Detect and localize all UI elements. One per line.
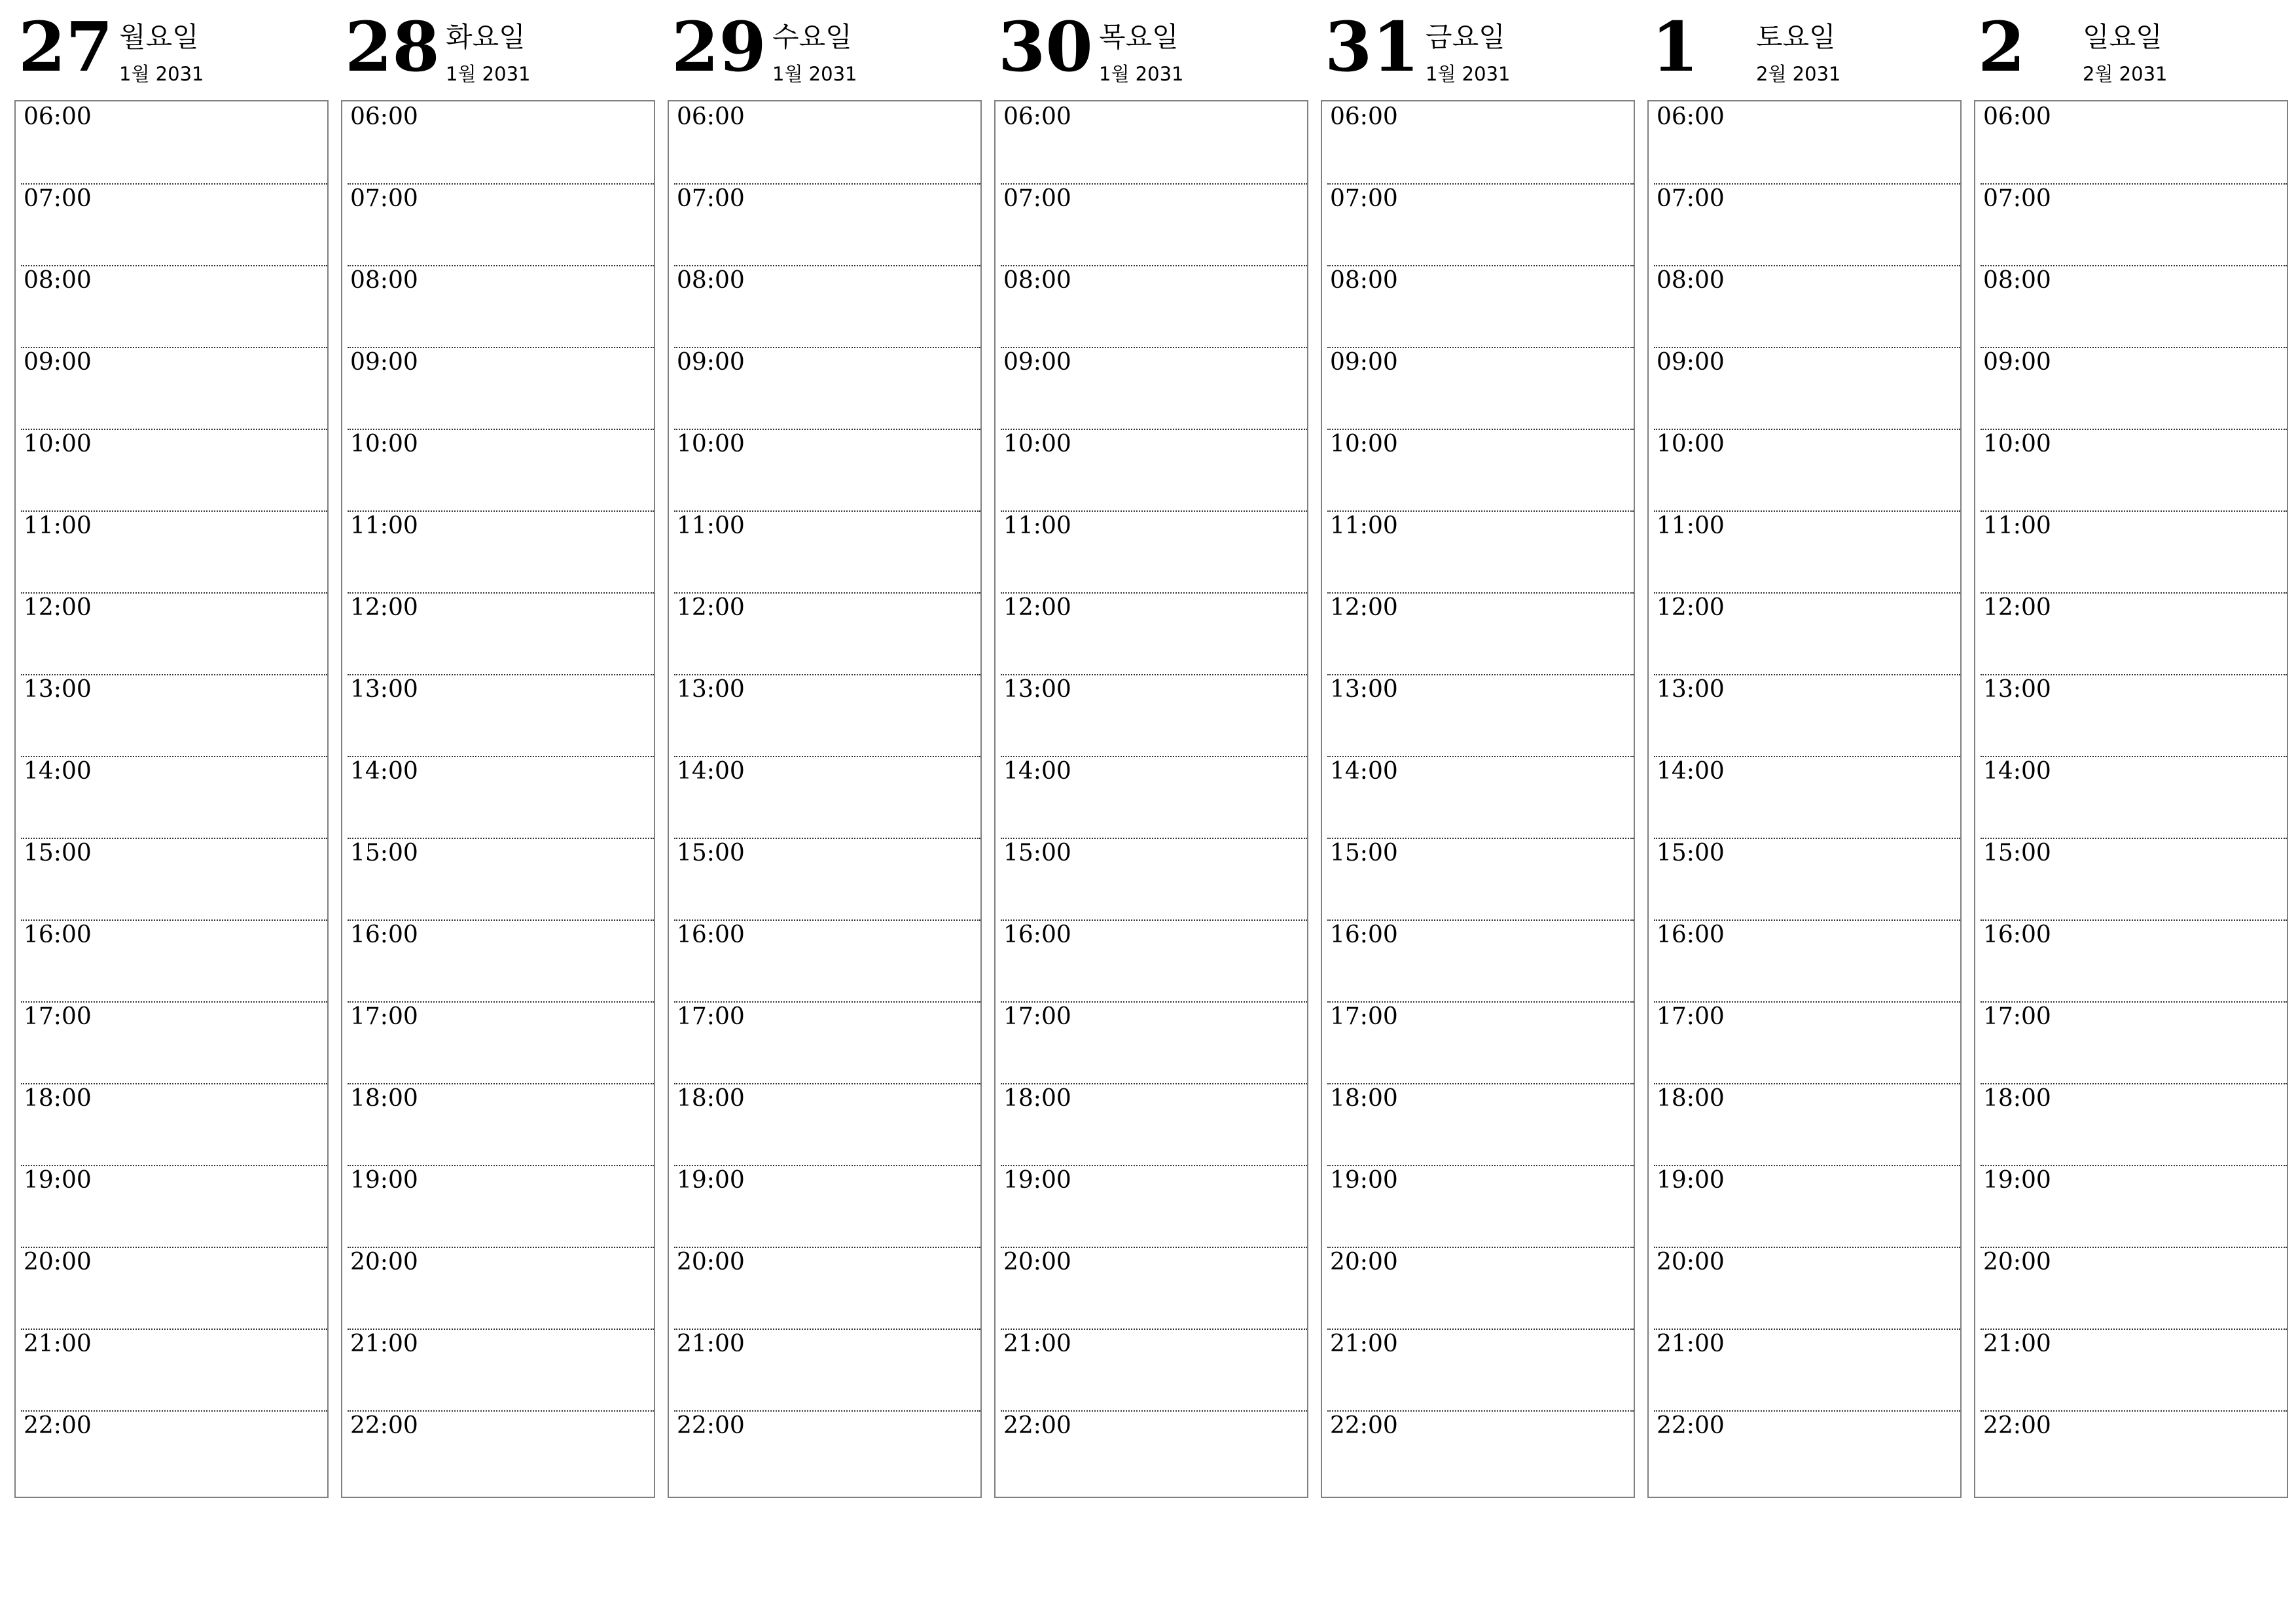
time-label: 16:00 <box>1657 921 1725 948</box>
time-label: 06:00 <box>1983 103 2051 130</box>
time-label: 11:00 <box>677 512 745 539</box>
day-number: 28 <box>345 7 440 87</box>
time-slot[interactable] <box>996 265 1307 347</box>
time-slot[interactable] <box>1322 183 1634 265</box>
time-slot[interactable] <box>1975 1329 2287 1410</box>
time-label: 22:00 <box>1983 1412 2051 1439</box>
month-year-label: 1월 2031 <box>772 63 857 85</box>
time-slot[interactable] <box>1975 429 2287 510</box>
time-label: 10:00 <box>1330 431 1398 457</box>
time-slot[interactable] <box>1649 756 1960 838</box>
time-slot[interactable] <box>996 1410 1307 1492</box>
weekday-label: 화요일 <box>446 21 526 53</box>
time-label: 17:00 <box>350 1003 418 1030</box>
time-label: 21:00 <box>1657 1330 1725 1357</box>
time-label: 22:00 <box>1003 1412 1071 1439</box>
time-label: 16:00 <box>24 921 92 948</box>
time-slot[interactable] <box>1649 183 1960 265</box>
time-label: 15:00 <box>1330 840 1398 866</box>
month-year-label: 1월 2031 <box>1099 63 1184 85</box>
time-slot[interactable] <box>1649 347 1960 429</box>
time-label: 10:00 <box>1003 431 1071 457</box>
time-slot[interactable] <box>342 1329 654 1410</box>
time-label: 18:00 <box>350 1085 418 1112</box>
time-slot[interactable] <box>1975 1410 2287 1492</box>
time-label: 20:00 <box>24 1249 92 1275</box>
time-slot[interactable] <box>669 1165 980 1247</box>
time-label: 06:00 <box>350 103 418 130</box>
time-label: 22:00 <box>1657 1412 1725 1439</box>
time-label: 21:00 <box>24 1330 92 1357</box>
month-year-label: 1월 2031 <box>119 63 204 85</box>
time-label: 09:00 <box>350 349 418 376</box>
time-slot[interactable] <box>342 183 654 265</box>
time-slot[interactable] <box>669 674 980 756</box>
time-slot[interactable] <box>1322 1410 1634 1492</box>
time-slot[interactable] <box>342 510 654 592</box>
hourly-grid <box>1974 100 2288 1498</box>
time-slot[interactable] <box>669 919 980 1001</box>
month-year-label: 2월 2031 <box>2083 63 2168 85</box>
time-label: 19:00 <box>1330 1167 1398 1194</box>
time-slot[interactable] <box>1322 1247 1634 1329</box>
time-slot[interactable] <box>996 1083 1307 1165</box>
time-slot[interactable] <box>669 592 980 674</box>
time-label: 07:00 <box>677 185 745 212</box>
time-label: 09:00 <box>1983 349 2051 376</box>
time-slot[interactable] <box>996 756 1307 838</box>
time-slot[interactable] <box>669 756 980 838</box>
time-label: 06:00 <box>1003 103 1071 130</box>
time-label: 08:00 <box>1003 267 1071 294</box>
time-slot[interactable] <box>342 1247 654 1329</box>
time-slot[interactable] <box>1649 101 1960 183</box>
time-slot[interactable] <box>16 265 327 347</box>
time-slot[interactable] <box>669 429 980 510</box>
time-slot[interactable] <box>669 183 980 265</box>
time-label: 10:00 <box>350 431 418 457</box>
day-number: 27 <box>18 7 113 87</box>
time-label: 07:00 <box>24 185 92 212</box>
day-number: 31 <box>1325 7 1420 87</box>
hourly-grid <box>668 100 982 1498</box>
time-label: 06:00 <box>24 103 92 130</box>
time-slot[interactable] <box>1975 101 2287 183</box>
time-slot[interactable] <box>342 1410 654 1492</box>
time-label: 12:00 <box>1330 594 1398 621</box>
time-label: 15:00 <box>24 840 92 866</box>
time-label: 13:00 <box>350 676 418 703</box>
time-slot[interactable] <box>1649 429 1960 510</box>
time-slot[interactable] <box>1975 838 2287 919</box>
time-label: 19:00 <box>350 1167 418 1194</box>
time-slot[interactable] <box>342 674 654 756</box>
day-number: 29 <box>672 7 766 87</box>
hourly-grid <box>341 100 655 1498</box>
time-label: 09:00 <box>1330 349 1398 376</box>
time-label: 13:00 <box>1983 676 2051 703</box>
time-slot[interactable] <box>1649 1329 1960 1410</box>
time-slot[interactable] <box>1649 1410 1960 1492</box>
time-slot[interactable] <box>669 1410 980 1492</box>
time-label: 17:00 <box>1003 1003 1071 1030</box>
time-label: 16:00 <box>1003 921 1071 948</box>
time-label: 08:00 <box>350 267 418 294</box>
time-label: 15:00 <box>1657 840 1725 866</box>
time-label: 21:00 <box>350 1330 418 1357</box>
time-slot[interactable] <box>1649 592 1960 674</box>
time-label: 16:00 <box>1330 921 1398 948</box>
month-year-label: 1월 2031 <box>1426 63 1511 85</box>
time-slot[interactable] <box>16 1001 327 1083</box>
time-label: 09:00 <box>677 349 745 376</box>
weekday-label: 수요일 <box>772 21 852 53</box>
time-label: 07:00 <box>1657 185 1725 212</box>
time-slot[interactable] <box>16 1247 327 1329</box>
time-label: 07:00 <box>350 185 418 212</box>
time-label: 18:00 <box>1657 1085 1725 1112</box>
time-slot[interactable] <box>16 1410 327 1492</box>
time-slot[interactable] <box>16 510 327 592</box>
time-label: 11:00 <box>1330 512 1398 539</box>
time-label: 13:00 <box>1003 676 1071 703</box>
time-slot[interactable] <box>669 265 980 347</box>
time-label: 14:00 <box>350 758 418 785</box>
time-slot[interactable] <box>1975 510 2287 592</box>
time-label: 08:00 <box>24 267 92 294</box>
time-label: 17:00 <box>1657 1003 1725 1030</box>
time-slot[interactable] <box>1322 429 1634 510</box>
time-slot[interactable] <box>342 101 654 183</box>
time-label: 12:00 <box>677 594 745 621</box>
time-slot[interactable] <box>342 1165 654 1247</box>
time-label: 10:00 <box>1983 431 2051 457</box>
time-label: 15:00 <box>350 840 418 866</box>
time-label: 13:00 <box>677 676 745 703</box>
time-label: 22:00 <box>350 1412 418 1439</box>
day-number: 2 <box>1978 7 2026 87</box>
time-slot[interactable] <box>1322 347 1634 429</box>
time-label: 09:00 <box>1003 349 1071 376</box>
time-label: 18:00 <box>677 1085 745 1112</box>
time-label: 09:00 <box>1657 349 1725 376</box>
time-slot[interactable] <box>1975 592 2287 674</box>
time-slot[interactable] <box>669 838 980 919</box>
time-slot[interactable] <box>669 347 980 429</box>
time-label: 10:00 <box>1657 431 1725 457</box>
time-label: 12:00 <box>1003 594 1071 621</box>
time-slot[interactable] <box>996 674 1307 756</box>
time-slot[interactable] <box>342 756 654 838</box>
time-label: 11:00 <box>1983 512 2051 539</box>
time-label: 21:00 <box>677 1330 745 1357</box>
weekday-label: 목요일 <box>1099 21 1179 53</box>
time-slot[interactable] <box>996 510 1307 592</box>
time-label: 13:00 <box>1657 676 1725 703</box>
time-slot[interactable] <box>16 347 327 429</box>
time-slot[interactable] <box>1649 1165 1960 1247</box>
time-slot[interactable] <box>1322 1165 1634 1247</box>
time-label: 11:00 <box>1003 512 1071 539</box>
time-label: 17:00 <box>677 1003 745 1030</box>
hourly-grid <box>14 100 329 1498</box>
time-label: 07:00 <box>1003 185 1071 212</box>
time-slot[interactable] <box>1322 265 1634 347</box>
time-slot[interactable] <box>16 429 327 510</box>
time-slot[interactable] <box>1649 265 1960 347</box>
time-slot[interactable] <box>1322 1001 1634 1083</box>
day-header <box>14 0 329 98</box>
time-slot[interactable] <box>342 347 654 429</box>
time-slot[interactable] <box>996 101 1307 183</box>
time-slot[interactable] <box>1975 1247 2287 1329</box>
weekday-label: 토요일 <box>1756 21 1836 53</box>
time-label: 06:00 <box>1330 103 1398 130</box>
time-label: 07:00 <box>1330 185 1398 212</box>
time-slot[interactable] <box>1649 1001 1960 1083</box>
time-slot[interactable] <box>16 1329 327 1410</box>
time-slot[interactable] <box>996 1001 1307 1083</box>
time-label: 17:00 <box>1983 1003 2051 1030</box>
time-label: 16:00 <box>677 921 745 948</box>
time-label: 21:00 <box>1330 1330 1398 1357</box>
day-header <box>1647 0 1962 98</box>
time-label: 18:00 <box>1003 1085 1071 1112</box>
time-slot[interactable] <box>1975 183 2287 265</box>
time-slot[interactable] <box>1322 674 1634 756</box>
month-year-label: 1월 2031 <box>446 63 531 85</box>
time-label: 06:00 <box>1657 103 1725 130</box>
month-year-label: 2월 2031 <box>1756 63 1841 85</box>
time-slot[interactable] <box>342 838 654 919</box>
time-slot[interactable] <box>1649 1247 1960 1329</box>
time-slot[interactable] <box>669 1001 980 1083</box>
time-slot[interactable] <box>669 101 980 183</box>
time-label: 14:00 <box>24 758 92 785</box>
day-header <box>668 0 982 98</box>
hourly-grid <box>994 100 1308 1498</box>
time-label: 20:00 <box>1983 1249 2051 1275</box>
time-slot[interactable] <box>669 1247 980 1329</box>
time-label: 22:00 <box>1330 1412 1398 1439</box>
time-slot[interactable] <box>1322 101 1634 183</box>
time-label: 15:00 <box>1003 840 1071 866</box>
time-label: 14:00 <box>677 758 745 785</box>
time-slot[interactable] <box>342 919 654 1001</box>
time-slot[interactable] <box>1649 838 1960 919</box>
time-label: 14:00 <box>1657 758 1725 785</box>
time-slot[interactable] <box>1975 674 2287 756</box>
time-slot[interactable] <box>16 674 327 756</box>
time-label: 10:00 <box>677 431 745 457</box>
time-slot[interactable] <box>16 1083 327 1165</box>
time-slot[interactable] <box>1649 919 1960 1001</box>
weekday-label: 금요일 <box>1426 21 1505 53</box>
day-header <box>1974 0 2288 98</box>
time-label: 18:00 <box>24 1085 92 1112</box>
time-slot[interactable] <box>996 347 1307 429</box>
time-slot[interactable] <box>16 756 327 838</box>
time-label: 22:00 <box>677 1412 745 1439</box>
hourly-grid <box>1321 100 1635 1498</box>
time-label: 16:00 <box>1983 921 2051 948</box>
time-label: 14:00 <box>1983 758 2051 785</box>
weekday-label: 월요일 <box>119 21 199 53</box>
time-label: 08:00 <box>1983 267 2051 294</box>
time-slot[interactable] <box>1975 1083 2287 1165</box>
day-header <box>994 0 1308 98</box>
time-slot[interactable] <box>16 592 327 674</box>
time-label: 12:00 <box>1657 594 1725 621</box>
time-label: 11:00 <box>350 512 418 539</box>
time-slot[interactable] <box>16 101 327 183</box>
time-label: 20:00 <box>350 1249 418 1275</box>
time-slot[interactable] <box>1975 756 2287 838</box>
time-label: 09:00 <box>24 349 92 376</box>
time-label: 15:00 <box>1983 840 2051 866</box>
time-label: 11:00 <box>24 512 92 539</box>
time-slot[interactable] <box>1649 510 1960 592</box>
time-label: 18:00 <box>1983 1085 2051 1112</box>
time-slot[interactable] <box>669 510 980 592</box>
time-slot[interactable] <box>1322 1083 1634 1165</box>
time-label: 19:00 <box>24 1167 92 1194</box>
time-label: 07:00 <box>1983 185 2051 212</box>
time-label: 16:00 <box>350 921 418 948</box>
time-label: 13:00 <box>1330 676 1398 703</box>
time-slot[interactable] <box>996 1247 1307 1329</box>
time-label: 10:00 <box>24 431 92 457</box>
time-slot[interactable] <box>1322 838 1634 919</box>
time-label: 08:00 <box>1330 267 1398 294</box>
time-slot[interactable] <box>1975 265 2287 347</box>
time-slot[interactable] <box>342 1001 654 1083</box>
time-slot[interactable] <box>996 1329 1307 1410</box>
time-slot[interactable] <box>1322 592 1634 674</box>
time-label: 12:00 <box>350 594 418 621</box>
time-slot[interactable] <box>669 1083 980 1165</box>
time-label: 20:00 <box>1330 1249 1398 1275</box>
time-label: 15:00 <box>677 840 745 866</box>
time-slot[interactable] <box>1649 1083 1960 1165</box>
time-slot[interactable] <box>996 592 1307 674</box>
time-label: 19:00 <box>1983 1167 2051 1194</box>
time-slot[interactable] <box>1322 1329 1634 1410</box>
time-slot[interactable] <box>16 919 327 1001</box>
time-label: 14:00 <box>1003 758 1071 785</box>
time-slot[interactable] <box>669 1329 980 1410</box>
time-label: 19:00 <box>1003 1167 1071 1194</box>
time-label: 13:00 <box>24 676 92 703</box>
time-slot[interactable] <box>996 1165 1307 1247</box>
day-header <box>341 0 655 98</box>
time-label: 19:00 <box>1657 1167 1725 1194</box>
day-header <box>1321 0 1635 98</box>
time-label: 20:00 <box>1657 1249 1725 1275</box>
time-label: 06:00 <box>677 103 745 130</box>
time-label: 19:00 <box>677 1167 745 1194</box>
time-slot[interactable] <box>342 592 654 674</box>
time-label: 12:00 <box>1983 594 2051 621</box>
time-slot[interactable] <box>996 183 1307 265</box>
time-slot[interactable] <box>342 429 654 510</box>
time-slot[interactable] <box>1975 1165 2287 1247</box>
time-label: 20:00 <box>1003 1249 1071 1275</box>
time-label: 08:00 <box>677 267 745 294</box>
time-label: 08:00 <box>1657 267 1725 294</box>
weekday-label: 일요일 <box>2083 21 2162 53</box>
time-label: 21:00 <box>1003 1330 1071 1357</box>
time-label: 22:00 <box>24 1412 92 1439</box>
time-label: 14:00 <box>1330 758 1398 785</box>
time-slot[interactable] <box>1975 347 2287 429</box>
day-number: 30 <box>998 7 1093 87</box>
hourly-grid <box>1647 100 1962 1498</box>
time-slot[interactable] <box>996 429 1307 510</box>
time-slot[interactable] <box>342 265 654 347</box>
time-label: 11:00 <box>1657 512 1725 539</box>
time-slot[interactable] <box>342 1083 654 1165</box>
time-slot[interactable] <box>996 919 1307 1001</box>
time-label: 17:00 <box>24 1003 92 1030</box>
time-slot[interactable] <box>1322 919 1634 1001</box>
time-slot[interactable] <box>1975 919 2287 1001</box>
time-slot[interactable] <box>1322 756 1634 838</box>
time-label: 20:00 <box>677 1249 745 1275</box>
time-label: 17:00 <box>1330 1003 1398 1030</box>
time-label: 12:00 <box>24 594 92 621</box>
time-label: 21:00 <box>1983 1330 2051 1357</box>
time-label: 18:00 <box>1330 1085 1398 1112</box>
time-slot[interactable] <box>1649 674 1960 756</box>
time-slot[interactable] <box>16 183 327 265</box>
time-slot[interactable] <box>16 1165 327 1247</box>
time-slot[interactable] <box>1322 510 1634 592</box>
time-slot[interactable] <box>996 838 1307 919</box>
time-slot[interactable] <box>1975 1001 2287 1083</box>
time-slot[interactable] <box>16 838 327 919</box>
day-number: 1 <box>1651 7 1699 87</box>
